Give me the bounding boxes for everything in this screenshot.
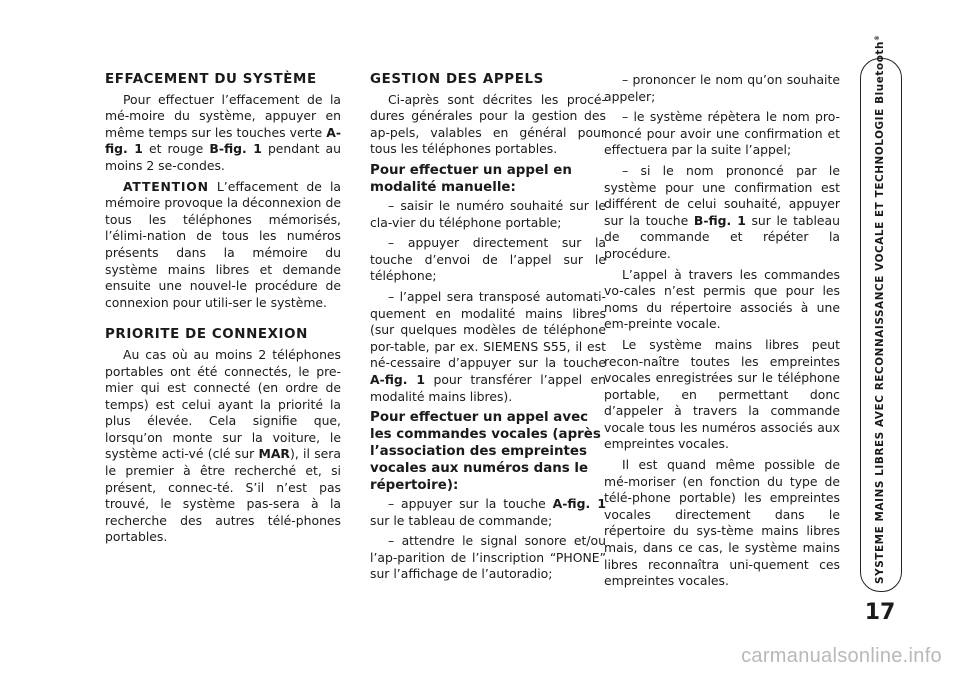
column-middle	[370, 72, 606, 587]
step-transpose: – l’appel sera transposé automati-quement en modalité mains libres (sur quelques modèles de téléphone por-table, par ex. SIEMENS S55, il est né-cessaire d’appuyer sur la touche A-fig. 1 pour transférer l’appel en modalité mains libres).	[370, 288, 606, 404]
step-appuyer-touche: – appuyer sur la touche A-fig. 1 sur le tableau de commande;	[370, 496, 606, 528]
watermark: carmanualsonline.info	[741, 645, 942, 667]
attention-label: ATTENTION	[123, 178, 209, 194]
step-prononcer: – prononcer le nom qu’on souhaite appeler;	[604, 72, 840, 104]
step-repeter: – le système répètera le nom pro-noncé pour avoir une confirmation et effectuera par la suite l’appel;	[604, 109, 840, 158]
paragraph-memoriser: Il est quand même possible de mé-moriser (en fonction du type de télé-phone portable) les empreintes vocales directement dans le répertoire du sys-tème mains libres mais, dans ce cas, le système mains libres reconnaîtra uni-quement ces empreintes vocales.	[604, 457, 840, 589]
step-saisir: – saisir le numéro souhaité sur le cla-vier du téléphone portable;	[370, 197, 606, 230]
column-right	[604, 72, 840, 594]
column-left	[105, 72, 341, 550]
paragraph-priorite: Au cas où au moins 2 téléphones portables ont été connectés, le pre-mier qui est connecté (en ordre de temps) est celui ayant la priorité la plus élevée. Cela signifie que, lorsqu’on monte sur la voiture, le système acti-vé (clé sur MAR), il sera le premier à être recherché et, si présent, connec-té. S’il n’est pas trouvé, le système pas-sera à la recherche des autres télé-phones portables.	[105, 346, 341, 545]
heading-priorite: PRIORITE DE CONNEXION	[105, 327, 308, 343]
subheading-vocal: Pour effectuer un appel avec les commandes vocales (après l’association des empreintes vocales aux numéros dans le répertoire):	[370, 410, 601, 494]
subheading-manuel: Pour effectuer un appel en modalité manuelle:	[370, 162, 572, 195]
chapter-sidebar-title: SYSTEME MAINS LIBRES AVEC RECONNAISSANCE VOCALE ET TECHNOLOGIE Bluetooth®	[873, 34, 887, 584]
heading-gestion-appels: GESTION DES APPELS	[370, 72, 544, 87]
page-number: 17	[864, 600, 896, 625]
step-appuyer-envoi: – appuyer directement sur la touche d’envoi de l’appel sur le téléphone;	[370, 235, 606, 284]
paragraph-reconnaitre: Le système mains libres peut recon-naître toutes les empreintes vocales enregistrées sur le téléphone portable, en permettant donc d’appeler à travers la commande vocale tous les numéros associés aux empreintes vocales.	[604, 336, 840, 452]
step-attendre: – attendre le signal sonore et/ou l’ap-parition de l’inscription “PHONE” sur l’affichage de l’autoradio;	[370, 533, 606, 582]
paragraph-gestion: Ci-après sont décrites les procé-dures générales pour la gestion des ap-pels, valables en général pour tous les téléphones portables.	[370, 91, 606, 157]
step-si-different: – si le nom prononcé par le système pour une confirmation est différent de celui souhaité, appuyer sur la touche B-fig. 1 sur le tableau de commande et répéter la procédure.	[604, 162, 840, 261]
paragraph-effacement: Pour effectuer l’effacement de la mé-moire du système, appuyer en même temps sur les touches verte A-fig. 1 et rouge B-fig. 1 pendant au moins 2 se-condes.	[105, 91, 341, 173]
paragraph-attention: ATTENTION L’effacement de la mémoire provoque la déconnexion de tous les téléphones mémorisés, l’élimi-nation de tous les numéros présents dans la mémoire du système mains libres et demande ensuite une nouvel-le procédure de connexion pour utili-ser le système.	[105, 178, 341, 310]
heading-effacement: EFFACEMENT DU SYSTÈME	[105, 72, 317, 87]
paragraph-repertoire: L’appel à travers les commandes vo-cales n’est permis que pour les noms du répertoire associés à une em-preinte vocale.	[604, 266, 840, 332]
